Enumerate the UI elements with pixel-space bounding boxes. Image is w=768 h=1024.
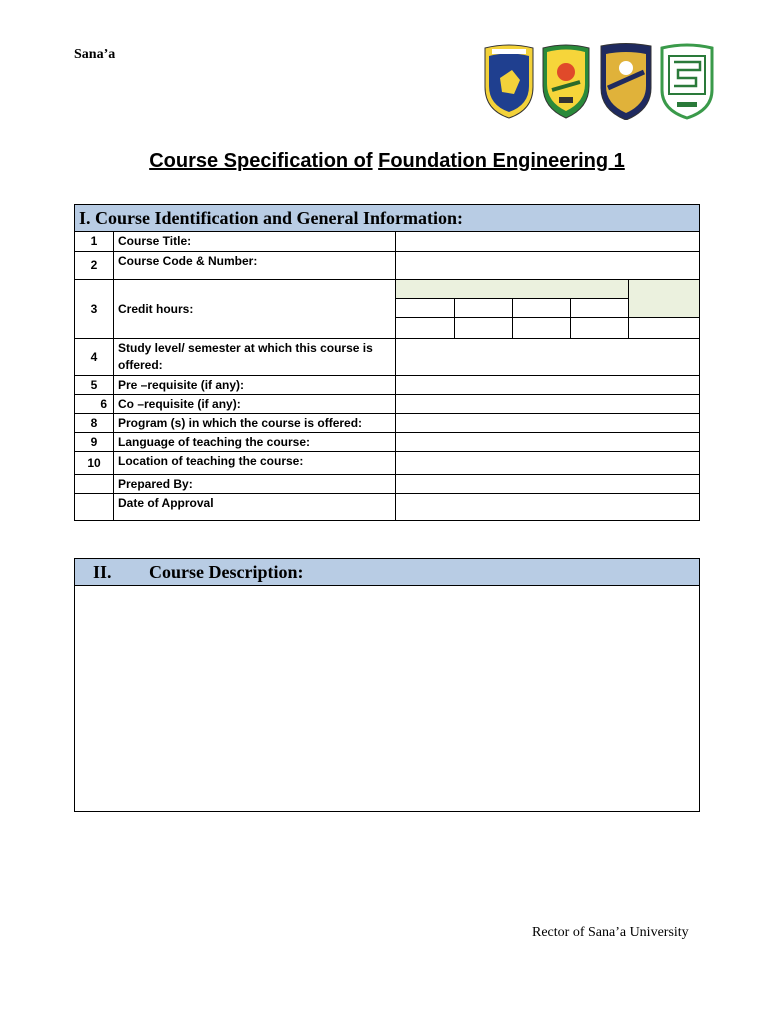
language-field[interactable]	[396, 432, 700, 451]
row-number: 9	[75, 432, 114, 451]
row-label: Location of teaching the course:	[114, 451, 396, 474]
section-course-identification	[74, 204, 700, 521]
table-row	[75, 451, 699, 474]
credit-hours-header-cell[interactable]	[396, 280, 629, 299]
location-field[interactable]	[396, 451, 700, 474]
section2-roman: II.	[93, 562, 112, 582]
logo-third-university	[601, 44, 651, 121]
footer-rector-signature: Rector of Sana’a University	[532, 925, 689, 940]
university-logos	[482, 42, 714, 120]
course-title-field[interactable]	[396, 232, 700, 251]
table-row	[75, 279, 699, 338]
row-number	[75, 493, 114, 520]
table-row	[75, 413, 699, 432]
credit-hours-subheader-cell[interactable]	[454, 299, 512, 318]
logo-sanaa-university	[543, 45, 589, 118]
course-description-field[interactable]	[75, 586, 699, 810]
row-label: Prepared By:	[114, 474, 396, 493]
row-label: Language of teaching the course:	[114, 432, 396, 451]
logo-fourth-university	[662, 45, 712, 118]
row-number	[75, 474, 114, 493]
row-label: Credit hours:	[114, 279, 396, 338]
row-number: 3	[75, 279, 114, 338]
credit-hours-value-cell[interactable]	[512, 318, 570, 338]
row-label: Pre –requisite (if any):	[114, 375, 396, 394]
table-row	[75, 232, 699, 251]
row-label: Co –requisite (if any):	[114, 394, 396, 413]
title-course-name: Foundation Engineering 1	[378, 150, 625, 172]
table-row	[75, 474, 699, 493]
table-row	[75, 251, 699, 279]
corequisite-field[interactable]	[396, 394, 700, 413]
section-course-description	[74, 558, 700, 812]
credit-hours-value-cell[interactable]	[570, 318, 628, 338]
document-title	[0, 150, 768, 173]
credit-hours-value-cell[interactable]	[454, 318, 512, 338]
credit-hours-cell	[396, 279, 700, 338]
row-label: Course Title:	[114, 232, 396, 251]
course-identification-table	[75, 232, 699, 520]
title-prefix: Course Specification of	[149, 150, 373, 172]
row-label: Course Code & Number:	[114, 251, 396, 279]
row-label: Study level/ semester at which this course is offered:	[114, 338, 396, 375]
credit-hours-subheader-cell[interactable]	[570, 299, 628, 318]
row-label: Date of Approval	[114, 493, 396, 520]
program-field[interactable]	[396, 413, 700, 432]
prerequisite-field[interactable]	[396, 375, 700, 394]
row-number: 5	[75, 375, 114, 394]
table-row	[75, 338, 699, 375]
credit-hours-total-cell[interactable]	[629, 280, 700, 318]
section2-title: Course Description:	[149, 562, 304, 582]
table-row	[75, 432, 699, 451]
row-number: 6	[75, 394, 114, 413]
section1-heading: I. Course Identification and General Information:	[75, 205, 699, 232]
table-row	[75, 394, 699, 413]
row-number: 4	[75, 338, 114, 375]
logo-ministry-seal	[485, 45, 533, 118]
row-number: 1	[75, 232, 114, 251]
credit-hours-subheader-cell[interactable]	[396, 299, 454, 318]
credit-hours-value-cell[interactable]	[629, 318, 700, 338]
row-number: 10	[75, 451, 114, 474]
section2-heading	[75, 559, 699, 586]
credit-hours-subheader-cell[interactable]	[512, 299, 570, 318]
row-number: 2	[75, 251, 114, 279]
table-row	[75, 375, 699, 394]
table-row	[75, 493, 699, 520]
credit-hours-value-cell[interactable]	[396, 318, 454, 338]
row-label: Program (s) in which the course is offered:	[114, 413, 396, 432]
prepared-by-field[interactable]	[396, 474, 700, 493]
course-code-field[interactable]	[396, 251, 700, 279]
credit-hours-grid	[396, 280, 699, 338]
row-number: 8	[75, 413, 114, 432]
header-city: Sana’a	[74, 47, 116, 62]
date-of-approval-field[interactable]	[396, 493, 700, 520]
study-level-field[interactable]	[396, 338, 700, 375]
